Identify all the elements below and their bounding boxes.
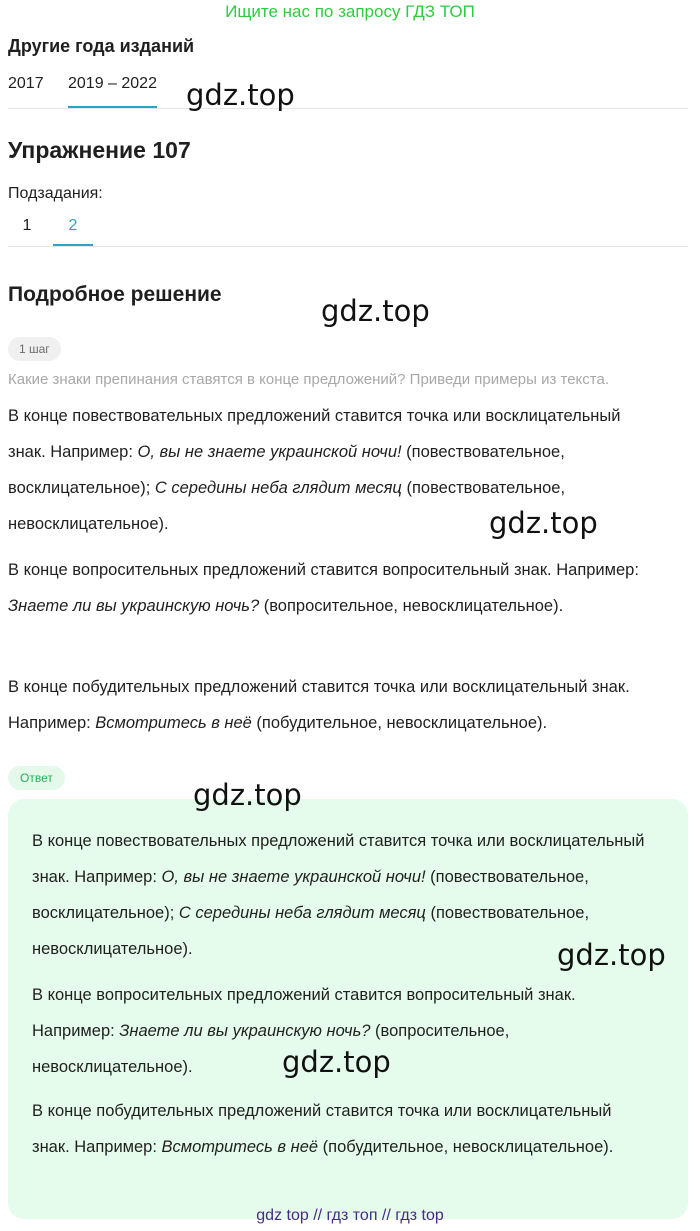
- other-editions-heading: Другие года изданий: [8, 36, 195, 56]
- exercise-title: Упражнение 107: [8, 137, 191, 163]
- watermark: gdz.top: [321, 294, 430, 328]
- subtask-tab-2[interactable]: 2: [53, 215, 93, 246]
- answer-badge: Ответ: [8, 766, 65, 790]
- solution-paragraph-3: В конце побудительных предложений ставится точка или восклицательный знак. Например: Всмотритесь в неё (побудительное, невосклицательное).: [8, 678, 630, 732]
- divider: [8, 108, 688, 109]
- answer-paragraph-1: В конце повествовательных предложений ставится точка или восклицательный знак. Например: О, вы не знаете украинской ночи! (повествовательное, восклицательное); С середины неба глядит месяц (повествовательное, невосклицательное).: [32, 832, 645, 958]
- subtasks-label: Подзадания:: [8, 185, 103, 202]
- task-question: Какие знаки препинания ставятся в конце предложений? Приведи примеры из текста.: [8, 371, 609, 388]
- answer-paragraph-2: В конце вопросительных предложений ставится вопросительный знак. Например: Знаете ли вы украинскую ночь? (вопросительное, невосклицательное).: [32, 986, 576, 1076]
- subtask-tab-1[interactable]: 1: [22, 217, 32, 234]
- watermark: gdz.top: [557, 938, 666, 972]
- year-tab-2019-2022[interactable]: 2019 – 2022: [68, 74, 157, 108]
- answer-paragraph-3: В конце побудительных предложений ставится точка или восклицательный знак. Например: Всмотритесь в неё (побудительное, невосклицательное).: [32, 1102, 614, 1156]
- solution-paragraph-1: В конце повествовательных предложений ставится точка или восклицательный знак. Например: О, вы не знаете украинской ночи! (повествовательное, восклицательное); С середины неба глядит месяц (повествовательное, невосклицательное).: [8, 407, 621, 533]
- search-promo-banner: Ищите нас по запросу ГДЗ ТОП: [225, 2, 475, 21]
- year-tab-2017[interactable]: 2017: [8, 75, 44, 92]
- watermark: gdz.top: [282, 1045, 391, 1079]
- step-badge: 1 шаг: [8, 337, 61, 361]
- footer-links[interactable]: gdz top // гдз топ // гдз top: [256, 1207, 444, 1224]
- divider: [8, 246, 688, 247]
- solution-heading: Подробное решение: [8, 283, 222, 306]
- watermark: gdz.top: [489, 506, 598, 540]
- watermark: gdz.top: [186, 78, 295, 112]
- watermark: gdz.top: [193, 778, 302, 812]
- solution-paragraph-2: В конце вопросительных предложений ставится вопросительный знак. Например: Знаете ли вы украинскую ночь? (вопросительное, невосклицательное).: [8, 561, 639, 615]
